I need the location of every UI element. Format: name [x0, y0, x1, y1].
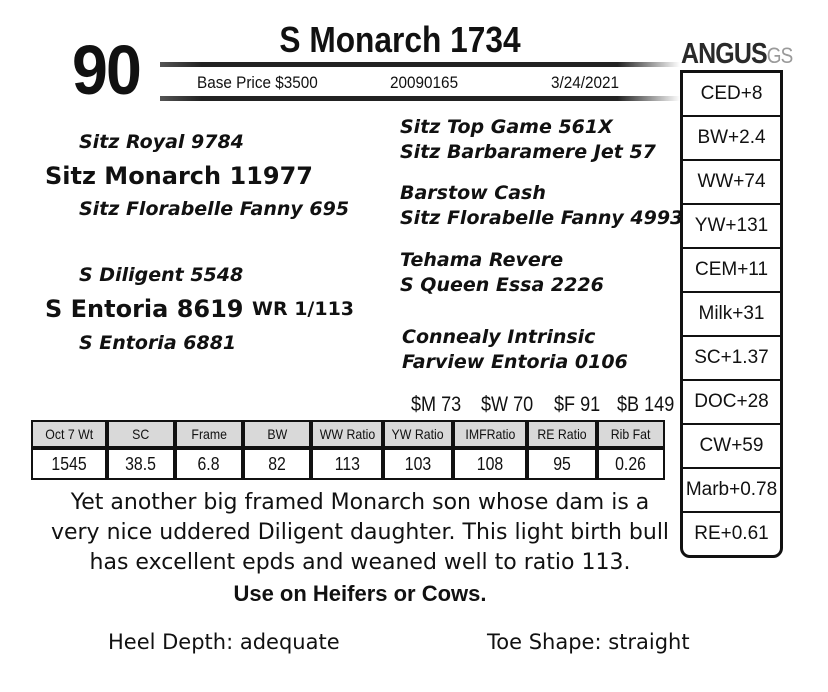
- sire-sire: Sitz Royal 9784: [79, 131, 244, 153]
- heel-depth: Heel Depth: adequate: [108, 630, 340, 654]
- value-cell: 6.8: [175, 448, 243, 480]
- angus-logo-main: ANGUS: [681, 38, 767, 70]
- header-rule-bottom: [160, 96, 680, 101]
- epd-ww: WW+74: [683, 161, 780, 205]
- description: [30, 488, 690, 578]
- value-cell: 113: [311, 448, 383, 480]
- header-rule-top: [160, 62, 680, 67]
- performance-value-row: [31, 448, 665, 480]
- index-b: $B 149: [617, 393, 675, 416]
- header-cell: Oct 7 Wt: [31, 420, 107, 448]
- header-cell: YW Ratio: [383, 420, 453, 448]
- epd-panel: [680, 70, 783, 558]
- index-f: $F 91: [554, 393, 601, 416]
- sire-dam-dam: Sitz Florabelle Fanny 4993: [400, 207, 684, 229]
- description-line-3: has excellent epds and weaned well to ratio 113.: [89, 550, 631, 575]
- epd-marb: Marb+0.78: [683, 469, 780, 513]
- header-cell: Rib Fat: [597, 420, 665, 448]
- toe-shape: Toe Shape: straight: [487, 630, 690, 654]
- epd-re: RE+0.61: [694, 523, 769, 544]
- performance-header-row: [31, 420, 665, 448]
- birth-date: 3/24/2021: [551, 73, 620, 92]
- dam-sire-dam: S Queen Essa 2226: [400, 274, 604, 296]
- epd-doc: DOC+28: [683, 381, 780, 425]
- header-cell: RE Ratio: [527, 420, 597, 448]
- sire-sire-dam: Sitz Barbaramere Jet 57: [400, 141, 656, 163]
- angus-logo: [681, 38, 792, 72]
- epd-milk: Milk+31: [683, 293, 780, 337]
- header-cell: SC: [107, 420, 175, 448]
- sire: Sitz Monarch 11977: [45, 162, 313, 190]
- bull-name: S Monarch 1734: [279, 19, 521, 60]
- epd-sc: SC+1.37: [683, 337, 780, 381]
- weaning-ratio-rank: WR 1/113: [252, 298, 355, 320]
- sire-sire-sire: Sitz Top Game 561X: [400, 116, 613, 138]
- dam-sire: S Diligent 5548: [79, 264, 244, 286]
- dam-sire-sire: Tehama Revere: [400, 249, 564, 271]
- dam-dam-sire: Connealy Intrinsic: [402, 326, 596, 348]
- dam: S Entoria 8619: [45, 295, 244, 323]
- registration-number: 20090165: [390, 73, 459, 92]
- epd-cw: CW+59: [683, 425, 780, 469]
- value-cell: 1545: [31, 448, 107, 480]
- sire-dam-sire: Barstow Cash: [400, 182, 546, 204]
- dam-dam: S Entoria 6881: [79, 332, 237, 354]
- value-cell: 108: [453, 448, 527, 480]
- value-cell: 0.26: [597, 448, 665, 480]
- epd-cem: CEM+11: [683, 249, 780, 293]
- value-cell: 38.5: [107, 448, 175, 480]
- index-m: $M 73: [411, 393, 462, 416]
- angus-logo-suffix: GS: [766, 43, 793, 68]
- header-cell: Frame: [175, 420, 243, 448]
- value-cell: 82: [243, 448, 311, 480]
- value-cell: 103: [383, 448, 453, 480]
- index-w: $W 70: [481, 393, 534, 416]
- performance-table: [31, 420, 665, 480]
- sire-dam: Sitz Florabelle Fanny 695: [79, 198, 350, 220]
- epd-ced: CED+8: [683, 73, 780, 117]
- description-line-2: very nice uddered Diligent daughter. This light birth bull: [50, 520, 670, 545]
- lot-number: 90: [72, 31, 140, 109]
- value-cell: 95: [527, 448, 597, 480]
- header-cell: IMFRatio: [453, 420, 527, 448]
- epd-bw: BW+2.4: [683, 117, 780, 161]
- header-cell: BW: [243, 420, 311, 448]
- epd-yw: YW+131: [683, 205, 780, 249]
- usage-recommendation: Use on Heifers or Cows.: [233, 581, 487, 606]
- dam-dam-dam: Farview Entoria 0106: [402, 351, 628, 373]
- description-line-1: Yet another big framed Monarch son whose dam is a: [70, 490, 650, 515]
- header-cell: WW Ratio: [311, 420, 383, 448]
- base-price: Base Price $3500: [197, 73, 318, 92]
